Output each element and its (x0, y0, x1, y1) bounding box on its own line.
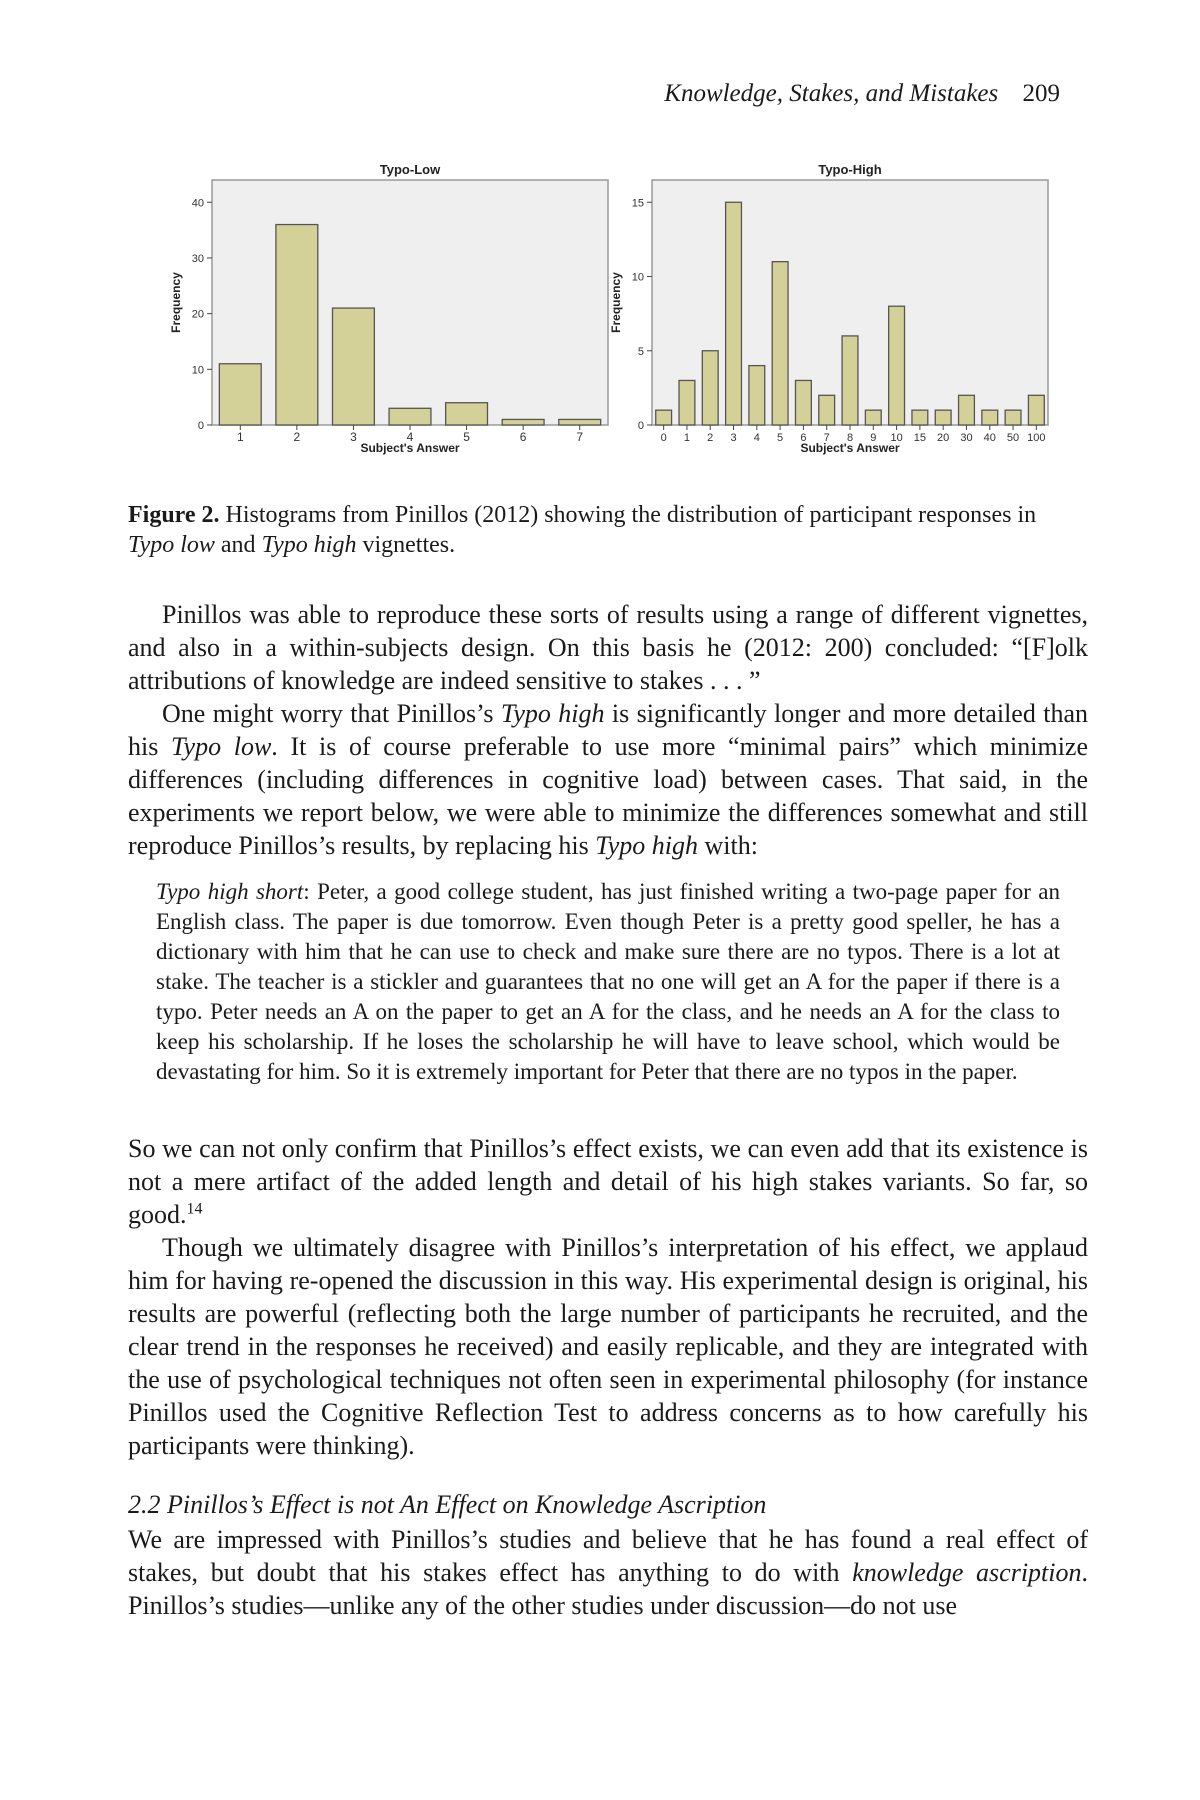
x-tick-label: 15 (913, 432, 927, 444)
bar (559, 419, 601, 425)
y-tick-label: 20 (191, 308, 204, 321)
x-tick-label: 6 (519, 430, 527, 444)
x-tick-label: 4 (406, 430, 414, 444)
y-tick-label: 0 (197, 420, 204, 432)
bar (1005, 410, 1021, 425)
page-number: 209 (1022, 80, 1060, 107)
caption-text: and (214, 532, 262, 558)
y-tick-label: 40 (191, 197, 204, 210)
bar (389, 408, 431, 425)
paragraph-text: Pinillos was able to reproduce these sorts of results using a range of different vignettes, and also in a within-subjects design. On this basis he (2012: 200) concluded: “[F]olk attributions of knowledge are indeed sensitive to stakes . . . ” (128, 600, 1088, 695)
caption-text: vignettes. (356, 532, 456, 558)
x-tick-label: 40 (983, 432, 996, 444)
x-tick-label: 1 (236, 430, 244, 444)
vignette-quote (156, 877, 1060, 1087)
paragraph-3 (128, 1132, 1088, 1231)
bar (819, 395, 835, 425)
paragraph-em: Typo high (500, 699, 605, 728)
paragraph-em: knowledge ascription (852, 1558, 1082, 1587)
x-tick-label: 20 (937, 432, 950, 444)
paragraph-4 (128, 1231, 1088, 1462)
histogram-typo-low (160, 158, 610, 493)
paragraph-text: . Pinillos’s studies—unlike any of the other studies under discussion—do not use (128, 1558, 1089, 1620)
vignette-label: Typo high short (156, 879, 304, 904)
bar (795, 380, 811, 425)
y-tick-label: 5 (637, 345, 644, 358)
y-axis-label: Frequency (169, 272, 183, 333)
bar (772, 262, 788, 425)
bar (982, 410, 998, 425)
paragraph-2 (128, 697, 1088, 862)
caption-em: Typo low (128, 532, 215, 558)
paragraph-em: Typo high (595, 831, 698, 860)
bar (276, 225, 318, 425)
paragraph-text: . It is of course preferable to use more “minimal pairs” which minimize differences (including differences in cognitive load) between cases. That said, in the experiments we report below, we were able to minimize the differences somewhat and still reproduce Pinillos’s results, by replacing his (128, 732, 1089, 860)
paragraph-text: One might worry that Pinillos’s (162, 699, 501, 728)
bar (865, 410, 881, 425)
paragraph-text: is significantly longer and more detailed than his (128, 699, 1088, 761)
y-tick-label: 10 (191, 364, 204, 377)
x-axis-label: Subject's Answer (360, 441, 460, 455)
x-tick-label: 100 (1027, 432, 1046, 444)
x-tick-label: 3 (350, 430, 357, 444)
x-tick-label: 8 (846, 432, 854, 444)
y-tick-label: 30 (191, 252, 204, 265)
paragraph-5 (128, 1523, 1088, 1622)
x-tick-label: 2 (293, 430, 301, 444)
bar (219, 364, 261, 425)
histogram-typo-high (600, 158, 1050, 493)
chart-title: Typo-Low (379, 162, 441, 177)
bar (702, 351, 718, 425)
x-tick-label: 0 (660, 432, 667, 444)
y-tick-label: 0 (637, 420, 644, 432)
x-tick-label: 10 (890, 432, 903, 444)
paragraph-text: We are impressed with Pinillos’s studies and believe that he has found a real effect of stakes, but doubt that his stakes effect has anything to do with (128, 1525, 1088, 1587)
paragraph-text: So we can not only confirm that Pinillos’s effect exists, we can even add that its existence is not a mere artifact of the added length and detail of his high stakes variants. So far, so good. (128, 1134, 1088, 1229)
vignette-text: : Peter, a good college student, has just finished writing a two-page paper for an English class. The paper is due tomorrow. Even though Peter is a pretty good speller, he has a dictionary with him that he can use to check and make sure there are no typos. There is a lot at stake. The teacher is a stickler and guarantees that no one will get an A for the paper if there is a typo. Peter needs an A on the paper to get an A for the class, and he needs an A for the class to keep his scholarship. If he loses the scholarship he will have to leave school, which would be devastating for him. So it is extremely important for Peter that there are no typos in the paper. (156, 879, 1060, 1084)
paragraph-em: Typo low (171, 732, 272, 761)
bar (749, 366, 765, 425)
x-tick-label: 2 (707, 432, 714, 444)
x-tick-label: 50 (1006, 432, 1020, 444)
caption-em: Typo high (261, 532, 357, 558)
caption-text: Histograms from Pinillos (2012) showing the distribution of participant responses in (219, 502, 1037, 528)
x-tick-label: 9 (870, 432, 877, 444)
x-tick-label: 30 (960, 432, 973, 444)
bar (332, 308, 374, 425)
bar (502, 419, 544, 425)
running-title: Knowledge, Stakes, and Mistakes (664, 80, 999, 107)
x-tick-label: 6 (800, 432, 807, 444)
y-tick-label: 15 (631, 197, 644, 210)
bar (679, 380, 695, 425)
bar (935, 410, 951, 425)
section-heading: 2.2 Pinillos’s Effect is not An Effect on Knowledge Ascription (128, 1490, 767, 1519)
x-tick-label: 5 (777, 432, 784, 444)
x-tick-label: 7 (823, 432, 830, 444)
bar (912, 410, 928, 425)
x-tick-label: 4 (753, 432, 760, 444)
bar (726, 202, 742, 425)
paragraph-text: Though we ultimately disagree with Pinillos’s interpretation of his effect, we applaud him for having re-opened the discussion in this way. His experimental design is original, his results are powerful (reflecting both the large number of participants he recruited, and the clear trend in the responses he received) and easily replicable, and they are integrated with the use of psychological techniques not often seen in experimental philosophy (for instance Pinillos used the Cognitive Reflection Test to address concerns as to how carefully his participants were thinking). (128, 1233, 1088, 1460)
bar (446, 403, 488, 425)
x-tick-label: 7 (576, 430, 584, 444)
x-tick-label: 3 (730, 432, 737, 444)
x-tick-label: 1 (683, 432, 691, 444)
bar (889, 306, 905, 425)
paragraph-text: with: (698, 831, 758, 860)
bar (959, 395, 975, 425)
plot-area (212, 180, 608, 425)
bar (842, 336, 858, 425)
paragraph-1 (128, 598, 1088, 697)
figure-caption (128, 500, 1088, 560)
bar (1028, 395, 1044, 425)
figure-label: Figure 2. (128, 502, 220, 528)
footnote-marker[interactable]: 14 (186, 1200, 203, 1218)
y-axis-label: Frequency (609, 272, 623, 333)
running-header (664, 80, 1060, 108)
bar (656, 410, 672, 425)
chart-title: Typo-High (818, 162, 882, 177)
x-axis-label: Subject's Answer (800, 441, 900, 455)
y-tick-label: 10 (631, 271, 644, 284)
x-tick-label: 5 (463, 430, 470, 444)
